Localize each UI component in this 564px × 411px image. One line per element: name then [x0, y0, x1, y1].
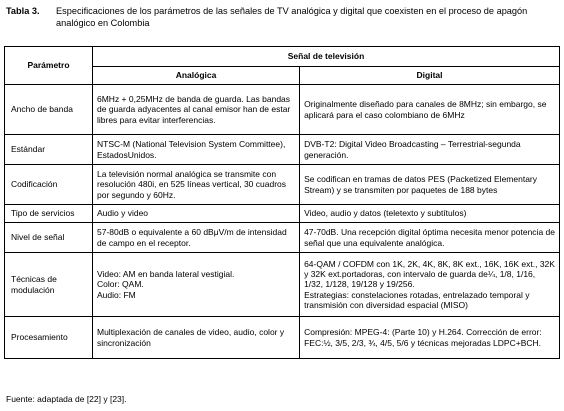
header-digital: Digital [300, 67, 560, 85]
param-cell: Ancho de banda [5, 85, 93, 135]
digital-cell: Compresión: MPEG-4: (Parte 10) y H.264. Corrección de error: FEC:½, 3/5, 2/3, ¾, 4/5, 5/6 y técnicas mejoradas LDPC+BCH. [300, 317, 560, 359]
digital-cell: Se codifican en tramas de datos PES (Packetized Elementary Stream) y se transmiten por paquetes de 188 bytes [300, 165, 560, 205]
footnote: Fuente: adaptada de [22] y [23]. [6, 394, 127, 404]
param-cell: Estándar [5, 135, 93, 165]
header-group: Señal de televisión [93, 47, 560, 67]
param-cell: Codificación [5, 165, 93, 205]
analog-cell: NTSC-M (National Television System Committee), EstadosUnidos. [93, 135, 300, 165]
analog-cell: Multiplexación de canales de video, audio, color y sincronización [93, 317, 300, 359]
param-cell: Nivel de señal [5, 223, 93, 253]
digital-cell: DVB-T2: Digital Video Broadcasting – Terrestrial-segunda generación. [300, 135, 560, 165]
header-row-group [5, 47, 560, 67]
table-row [5, 253, 560, 317]
table-row [5, 223, 560, 253]
table-row [5, 205, 560, 223]
analog-cell: 6MHz + 0,25MHz de banda de guarda. Las bandas de guarda adyacentes al canal emisor han de estar libres para evitar interferencias. [93, 85, 300, 135]
header-analog: Analógica [93, 67, 300, 85]
param-cell: Tipo de servicios [5, 205, 93, 223]
header-param: Parámetro [5, 47, 93, 85]
param-cell: Procesamiento [5, 317, 93, 359]
digital-cell: Originalmente diseñado para canales de 8MHz; sin embargo, se aplicará para el caso colombiano de 6MHz [300, 85, 560, 135]
table-row [5, 85, 560, 135]
analog-cell: Video: AM en banda lateral vestigial. Color: QAM. Audio: FM [93, 253, 300, 317]
analog-cell: La televisión normal analógica se transmite con resolución 480i, en 525 líneas vertical, 30 cuadros por segundo y 60Hz. [93, 165, 300, 205]
table-caption [6, 6, 558, 30]
digital-cell: 47-70dB. Una recepción digital óptima necesita menor potencia de señal que una equivalente analógica. [300, 223, 560, 253]
digital-cell: Video, audio y datos (teletexto y subtítulos) [300, 205, 560, 223]
digital-cell: 64-QAM / COFDM con 1K, 2K, 4K, 8K, 8K ext., 16K, 16K ext., 32K y 32K ext.portadoras, con intervalo de guarda de¼, 1/8, 1/16, 1/32, 1/128, 19/128 y 19/256. Estrategias: constelaciones rotadas, entrelazado temporal y transmisión con diversidad espacial (MISO) [300, 253, 560, 317]
table-row [5, 135, 560, 165]
spec-table [4, 46, 560, 359]
caption-text: Especificaciones de los parámetros de las señales de TV analógica y digital que coexisten en el proceso de apagón analógico en Colombia [56, 6, 528, 28]
analog-cell: 57-80dB o equivalente a 60 dBμV/m de intensidad de campo en el receptor. [93, 223, 300, 253]
caption-label: Tabla 3. [6, 6, 40, 16]
table-row [5, 317, 560, 359]
param-cell: Técnicas de modulación [5, 253, 93, 317]
table-row [5, 165, 560, 205]
analog-cell: Audio y video [93, 205, 300, 223]
